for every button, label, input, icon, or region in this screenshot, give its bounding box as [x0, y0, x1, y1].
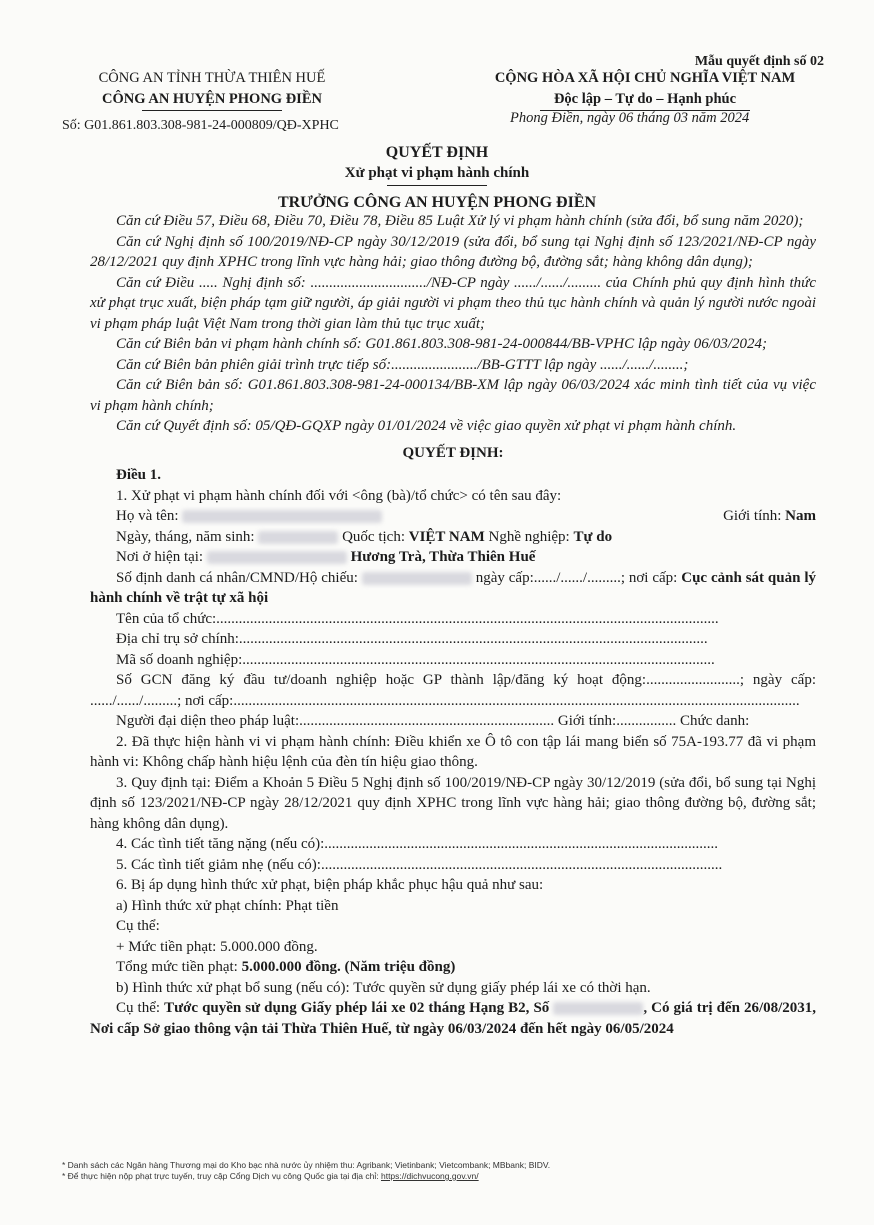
national-title: CỘNG HÒA XÃ HỘI CHỦ NGHĨA VIỆT NAM	[494, 70, 796, 86]
document-title: QUYẾT ĐỊNH	[385, 144, 489, 161]
form-number: Mẫu quyết định số 02	[694, 54, 824, 69]
license-text-1: Tước quyền sử dụng Giấy phép lái xe 02 tháng Hạng B2, Số	[164, 1000, 550, 1016]
name-label: Họ và tên:	[116, 508, 179, 524]
issuer-underline	[142, 110, 282, 111]
article-1: Điều 1.	[116, 467, 161, 483]
total-fine-value: 5.000.000 đồng. (Năm triệu đồng)	[241, 959, 456, 975]
basis-5: Căn cứ Biên bản phiên giải trình trực tiếp số:......................./BB-GTTT lập ngày ....../....../........;	[116, 356, 689, 373]
national-header	[455, 68, 835, 111]
total-fine-row	[90, 957, 816, 978]
fine-amount: + Mức tiền phạt: 5.000.000 đồng.	[116, 938, 318, 955]
redacted-address	[207, 551, 347, 564]
document-body	[90, 211, 816, 1039]
address-value: Hương Trà, Thừa Thiên Huế	[350, 549, 536, 565]
basis-1: Căn cứ Điều 57, Điều 68, Điều 70, Điều 78, Điều 85 Luật Xử lý vi phạm hành chính (sửa đổi, bổ sung năm 2020);	[116, 213, 804, 229]
redacted-id	[362, 572, 472, 585]
rep-label: Người đại diện theo pháp luật:	[116, 713, 300, 729]
id-label: Số định danh cá nhân/CMND/Hộ chiếu:	[116, 569, 358, 586]
specifics-label-2: Cụ thể:	[116, 1000, 161, 1016]
address-label: Nơi ở hiện tại:	[116, 549, 204, 565]
org-address-row: Địa chỉ trụ sở chính:.............................................................................................................................	[116, 631, 708, 647]
org-code-row: Mã số doanh nghiệp:..............................................................................................................................	[116, 651, 715, 668]
issue-date: Phong Điền, ngày 06 tháng 03 năm 2024	[510, 110, 750, 126]
gender-value: Nam	[785, 508, 816, 524]
item-5: 5. Các tình tiết giảm nhẹ (nếu có):...........................................................................................................	[116, 856, 723, 873]
address-row	[90, 547, 816, 568]
total-fine-label: Tổng mức tiền phạt:	[116, 959, 238, 975]
footnotes	[62, 1160, 550, 1182]
org-name-label: Tên của tổ chức:	[116, 610, 217, 627]
basis-7: Căn cứ Quyết định số: 05/QĐ-GQXP ngày 01/01/2024 về việc giao quyền xử phạt vi phạm hành chính.	[116, 418, 737, 434]
rep-title: Chức danh:	[679, 713, 750, 729]
rep-gender: Giới tính:................	[557, 713, 677, 729]
item-4-label: 4. Các tình tiết tăng nặng (nếu có):	[116, 836, 325, 852]
decision-heading: QUYẾT ĐỊNH:	[402, 444, 504, 461]
basis-3: Căn cứ Điều ..... Nghị định số: .............................../NĐ-CP ngày ....../....../......... của Chính phủ quy định hình thức xử phạt trục xuất, biện pháp tạm giữ người, áp giải người vi phạm theo thủ tục hành chính và quản lý người nước ngoài vi phạm pháp luật Việt Nam trong thời gian làm thủ tục trục xuất;	[90, 274, 816, 332]
item-6b: b) Hình thức xử phạt bổ sung (nếu có): Tước quyền sử dụng giấy phép lái xe có thời hạn.	[116, 979, 651, 996]
item-6a: a) Hình thức xử phạt chính: Phạt tiền	[116, 897, 339, 914]
item-1: 1. Xử phạt vi phạm hành chính đối với <ông (bà)/tổ chức> có tên sau đây:	[116, 487, 562, 504]
issuer-header	[62, 68, 362, 111]
authority-title: TRƯỞNG CÔNG AN HUYỆN PHONG ĐIỀN	[277, 194, 597, 211]
job-value: Tự do	[573, 528, 613, 545]
id-date: ngày cấp:....../....../.........; nơi cấp:	[475, 569, 678, 586]
redacted-license-number	[553, 1002, 643, 1015]
specifics-label: Cụ thể:	[116, 918, 160, 934]
dob-row	[90, 527, 816, 548]
id-place: Cục cảnh sát quản lý hành chính về trật tự xã hội	[90, 569, 817, 606]
basis-6: Căn cứ Biên bản số: G01.861.803.308-981-24-000134/BB-XM lập ngày 06/03/2024 xác minh tình tiết của vụ việc vi phạm hành chính;	[90, 377, 816, 414]
gender-label: Giới tính:	[723, 508, 782, 524]
nationality-label: Quốc tịch:	[342, 528, 405, 545]
subtitle-underline	[387, 185, 487, 186]
org-address-label: Địa chỉ trụ sở chính:	[116, 631, 239, 647]
decision-number: Số: G01.861.803.308-981-24-000809/QĐ-XPHC	[62, 118, 339, 133]
dichvucong-link[interactable]: https://dichvucong.gov.vn/	[380, 1171, 479, 1181]
org-name-row: Tên của tổ chức:......................................................................................................................................	[116, 610, 719, 627]
license-suspension	[90, 998, 816, 1039]
redacted-dob	[258, 531, 338, 544]
org-code-label: Mã số doanh nghiệp:	[116, 651, 243, 668]
redacted-name	[182, 510, 382, 523]
national-motto: Độc lập – Tự do – Hạnh phúc	[553, 90, 737, 107]
id-row	[90, 568, 816, 609]
item-5-label: 5. Các tình tiết giảm nhẹ (nếu có):	[116, 856, 321, 873]
nationality-value: VIỆT NAM	[408, 528, 485, 545]
basis-4: Căn cứ Biên bản vi phạm hành chính số: G01.861.803.308-981-24-000844/BB-VPHC lập ngày 06/03/2024;	[116, 336, 768, 352]
job-label: Nghề nghiệp:	[488, 528, 570, 545]
org-gcn-row: Số GCN đăng ký đầu tư/doanh nghiệp hoặc GP thành lập/đăng ký hoạt động:.........................; ngày cấp: ....../....../.........; nơi cấp:.......................................................................................................................................................	[90, 672, 816, 709]
footnote-banks: * Danh sách các Ngân hàng Thương mại do Kho bạc nhà nước ủy nhiệm thu: Agribank; Vietinbank; Vietcombank; MBbank; BIDV.	[62, 1160, 551, 1170]
item-2: 2. Đã thực hiện hành vi vi phạm hành chính: Điều khiển xe Ô tô con tập lái mang biển số 75A-193.77 đã vi phạm hành vi: Không chấp hành hiệu lệnh của đèn tín hiệu giao thông.	[90, 733, 816, 770]
item-6: 6. Bị áp dụng hình thức xử phạt, biện pháp khắc phục hậu quả như sau:	[116, 877, 544, 893]
document-subtitle: Xử phạt vi phạm hành chính	[344, 165, 530, 181]
dob-label: Ngày, tháng, năm sinh:	[116, 528, 255, 545]
org-gcn-label: Số GCN đăng ký đầu tư/doanh nghiệp hoặc GP thành lập/đăng ký hoạt động:.........................; ngày cấp: ....../....../.........; nơi cấp:	[90, 672, 816, 709]
footnote-online-text: * Để thực hiện nộp phạt trực tuyến, truy cập Cổng Dịch vụ công Quốc gia tại địa chỉ:	[62, 1171, 379, 1181]
license-text-2: , Có giá trị đến 26/08/2031, Nơi cấp Sở giao thông vận tải Thừa Thiên Huế, từ ngày 06/03/2024 đến hết ngày 06/05/2024	[90, 1000, 817, 1037]
issuer-name: CÔNG AN HUYỆN PHONG ĐIỀN	[102, 90, 322, 107]
rep-row: Người đại diện theo pháp luật:.................................................................... Giới tính:................ Chức danh:	[116, 713, 750, 729]
issuer-parent: CÔNG AN TỈNH THỪA THIÊN HUẾ	[98, 70, 326, 86]
item-4: 4. Các tình tiết tăng nặng (nếu có):.........................................................................................................	[116, 836, 719, 852]
item-3: 3. Quy định tại: Điểm a Khoản 5 Điều 5 Nghị định số 100/2019/NĐ-CP ngày 30/12/2019 (sửa đổi, bổ sung tại Nghị định số 123/2021/NĐ-CP ngày 28/12/2021 quy định XPHC trong lĩnh vực hàng hải; giao thông đường bộ, đường sắt; hàng không dân dụng).	[90, 774, 816, 832]
name-row	[90, 506, 816, 527]
basis-2: Căn cứ Nghị định số 100/2019/NĐ-CP ngày 30/12/2019 (sửa đổi, bổ sung tại Nghị định số 123/2021/NĐ-CP ngày 28/12/2021 quy định XPHC trong lĩnh vực hàng hải; giao thông đường bộ, đường sắt; hàng không dân dụng);	[90, 233, 816, 270]
footnote-online	[62, 1171, 550, 1182]
